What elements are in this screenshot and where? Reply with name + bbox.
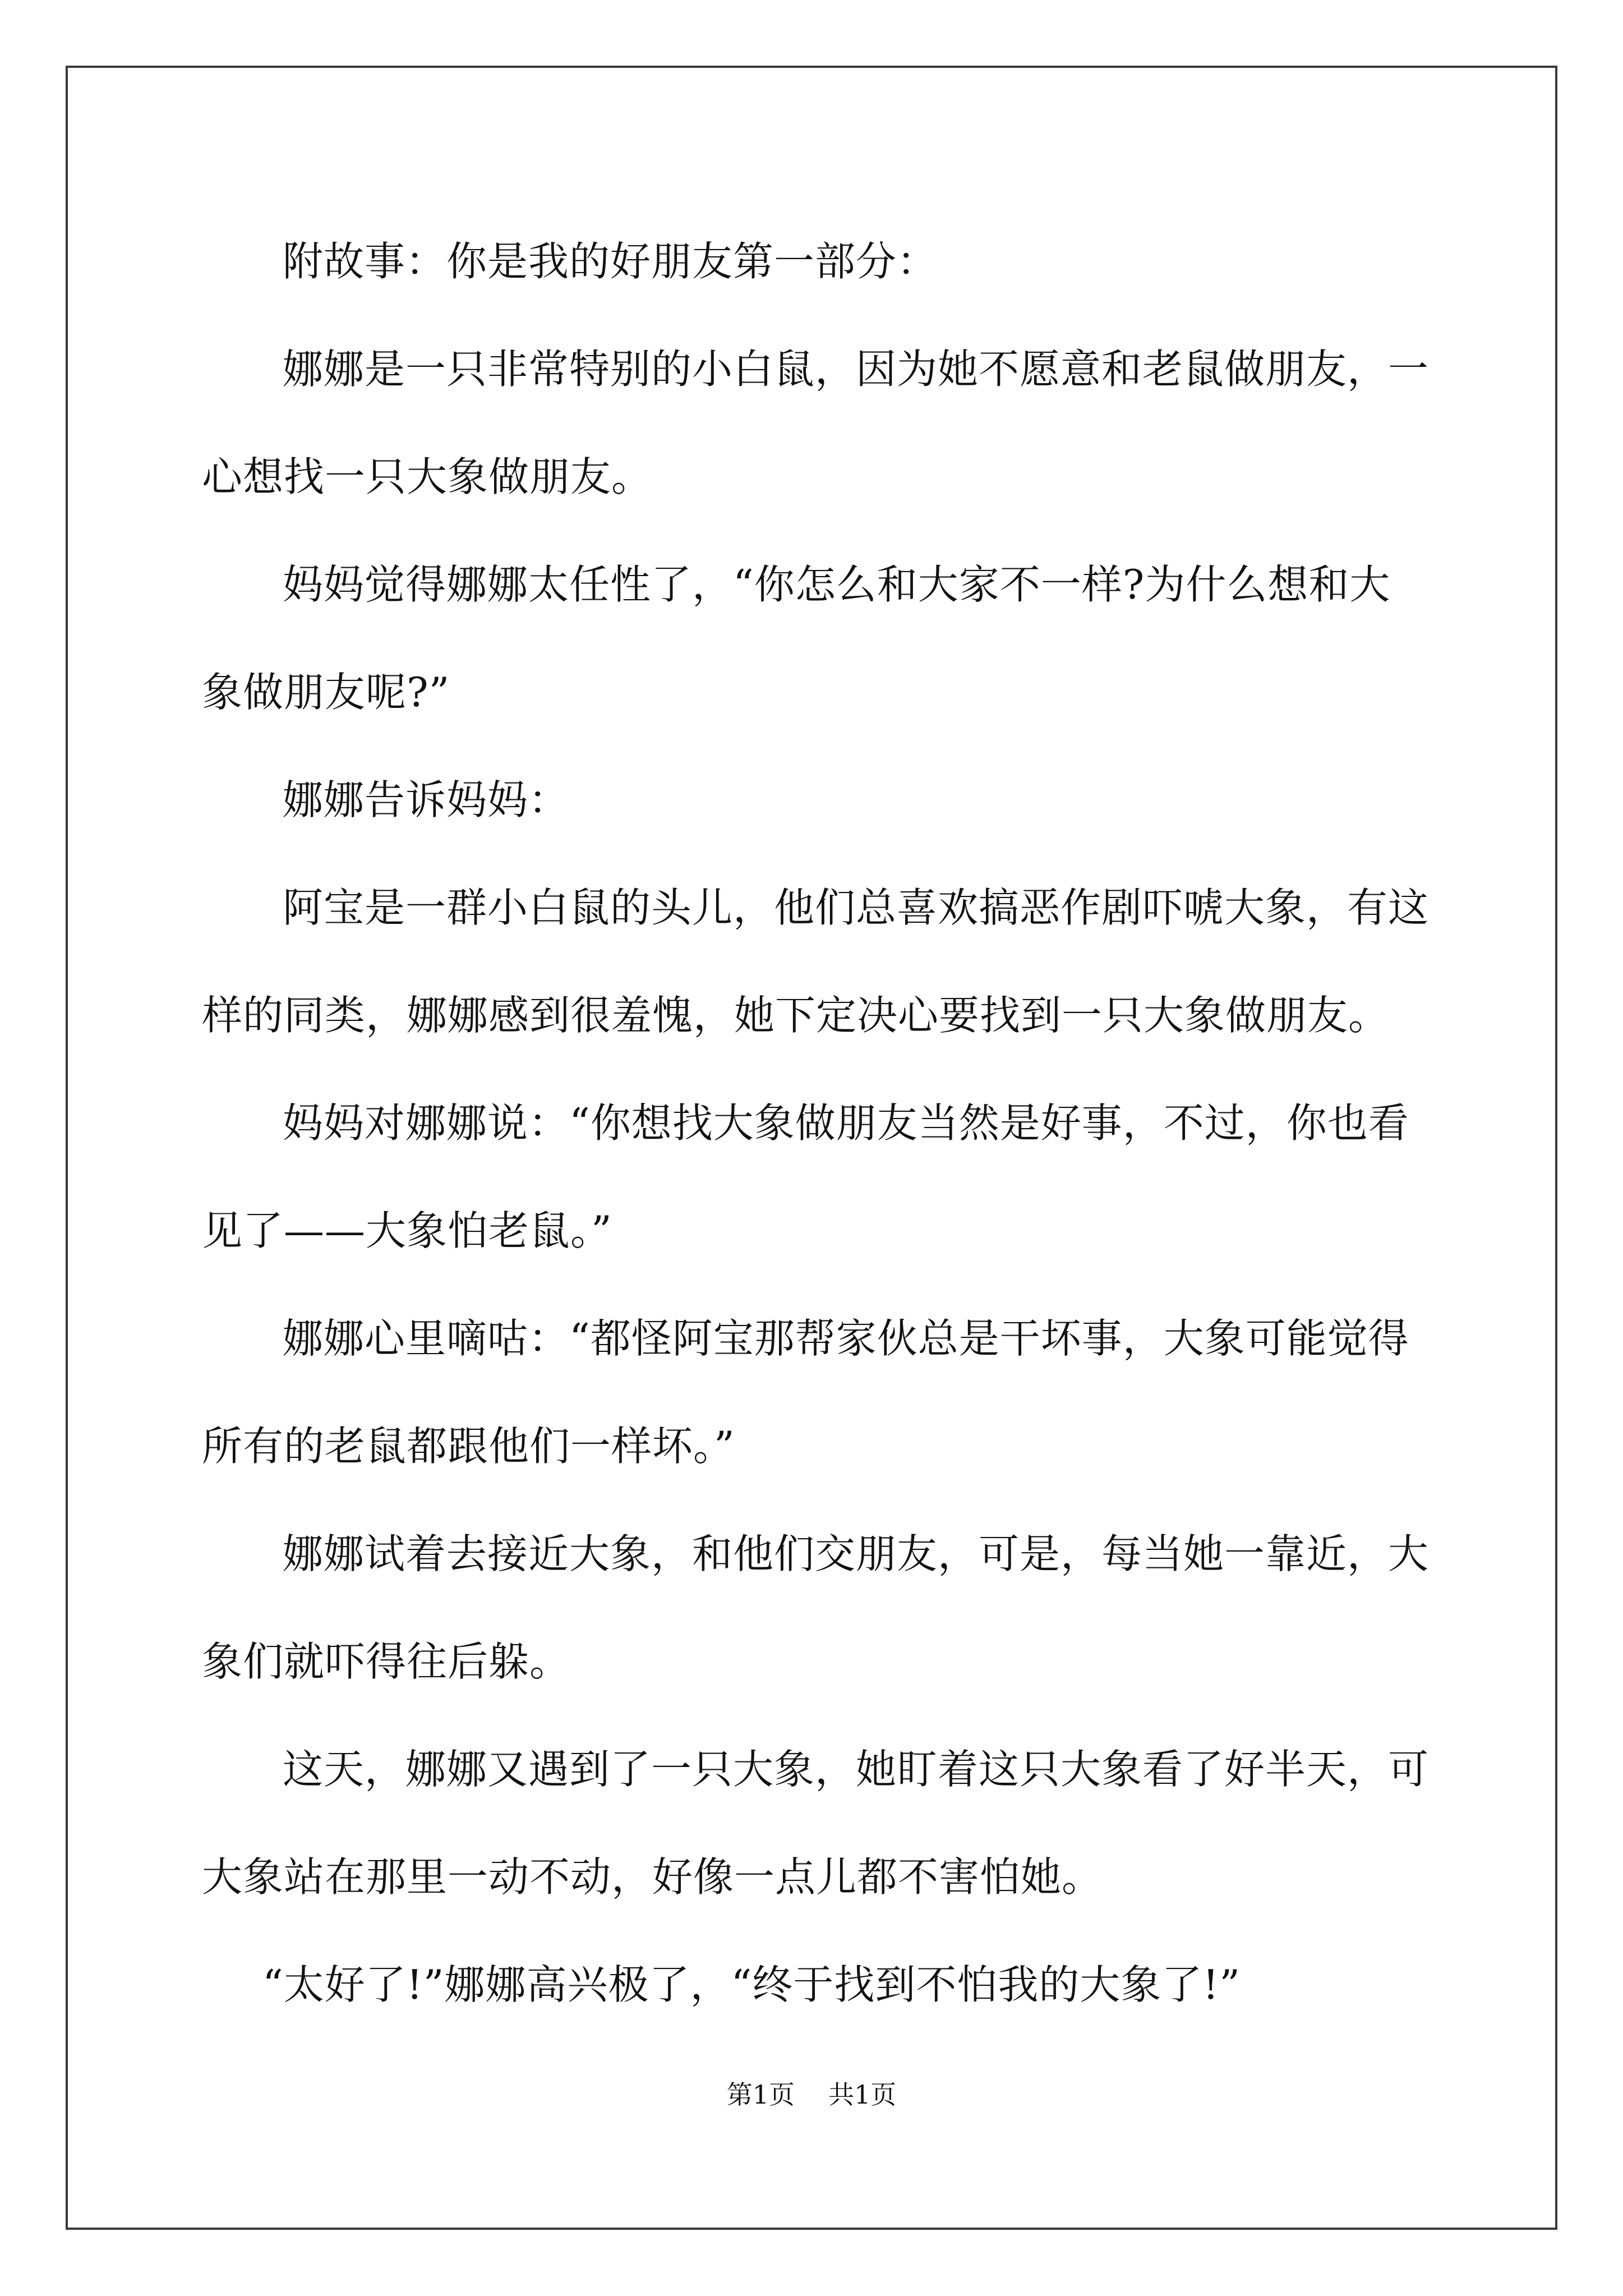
paragraph-3: 妈妈觉得娜娜太任性了，“你怎么和大家不一样?为什么想和大象做朋友呢?” — [202, 561, 1391, 716]
paragraph-7: 娜娜心里嘀咕：“都怪阿宝那帮家伙总是干坏事，大象可能觉得所有的老鼠都跟他们一样坏。” — [202, 1315, 1409, 1470]
page-number-current: 第1页 — [726, 2079, 795, 2110]
paragraph-8: 娜娜试着去接近大象，和他们交朋友，可是，每当她一靠近，大象们就吓得往后躲。 — [202, 1530, 1430, 1685]
paragraph-1: 附故事：你是我的好朋友第一部分： — [283, 238, 938, 285]
paragraph-6: 妈妈对娜娜说：“你想找大象做朋友当然是好事，不过，你也看见了——大象怕老鼠。” — [202, 1099, 1409, 1254]
document-body — [202, 208, 1430, 2039]
paragraph-10: “太好了!”娜娜高兴极了，“终于找到不怕我的大象了!” — [262, 1961, 1241, 2008]
paragraph-9: 这天，娜娜又遇到了一只大象，她盯着这只大象看了好半天，可大象站在那里一动不动，好像一点儿都不害怕她。 — [202, 1746, 1430, 1901]
paragraph-2: 娜娜是一只非常特别的小白鼠，因为她不愿意和老鼠做朋友，一心想找一只大象做朋友。 — [202, 346, 1430, 500]
page-footer — [0, 2074, 1623, 2111]
paragraph-5: 阿宝是一群小白鼠的头儿，他们总喜欢搞恶作剧吓唬大象，有这样的同类，娜娜感到很羞愧，她下定决心要找到一只大象做朋友。 — [202, 884, 1430, 1039]
page-number-total: 共1页 — [828, 2079, 897, 2110]
paragraph-4: 娜娜告诉妈妈： — [283, 776, 570, 823]
